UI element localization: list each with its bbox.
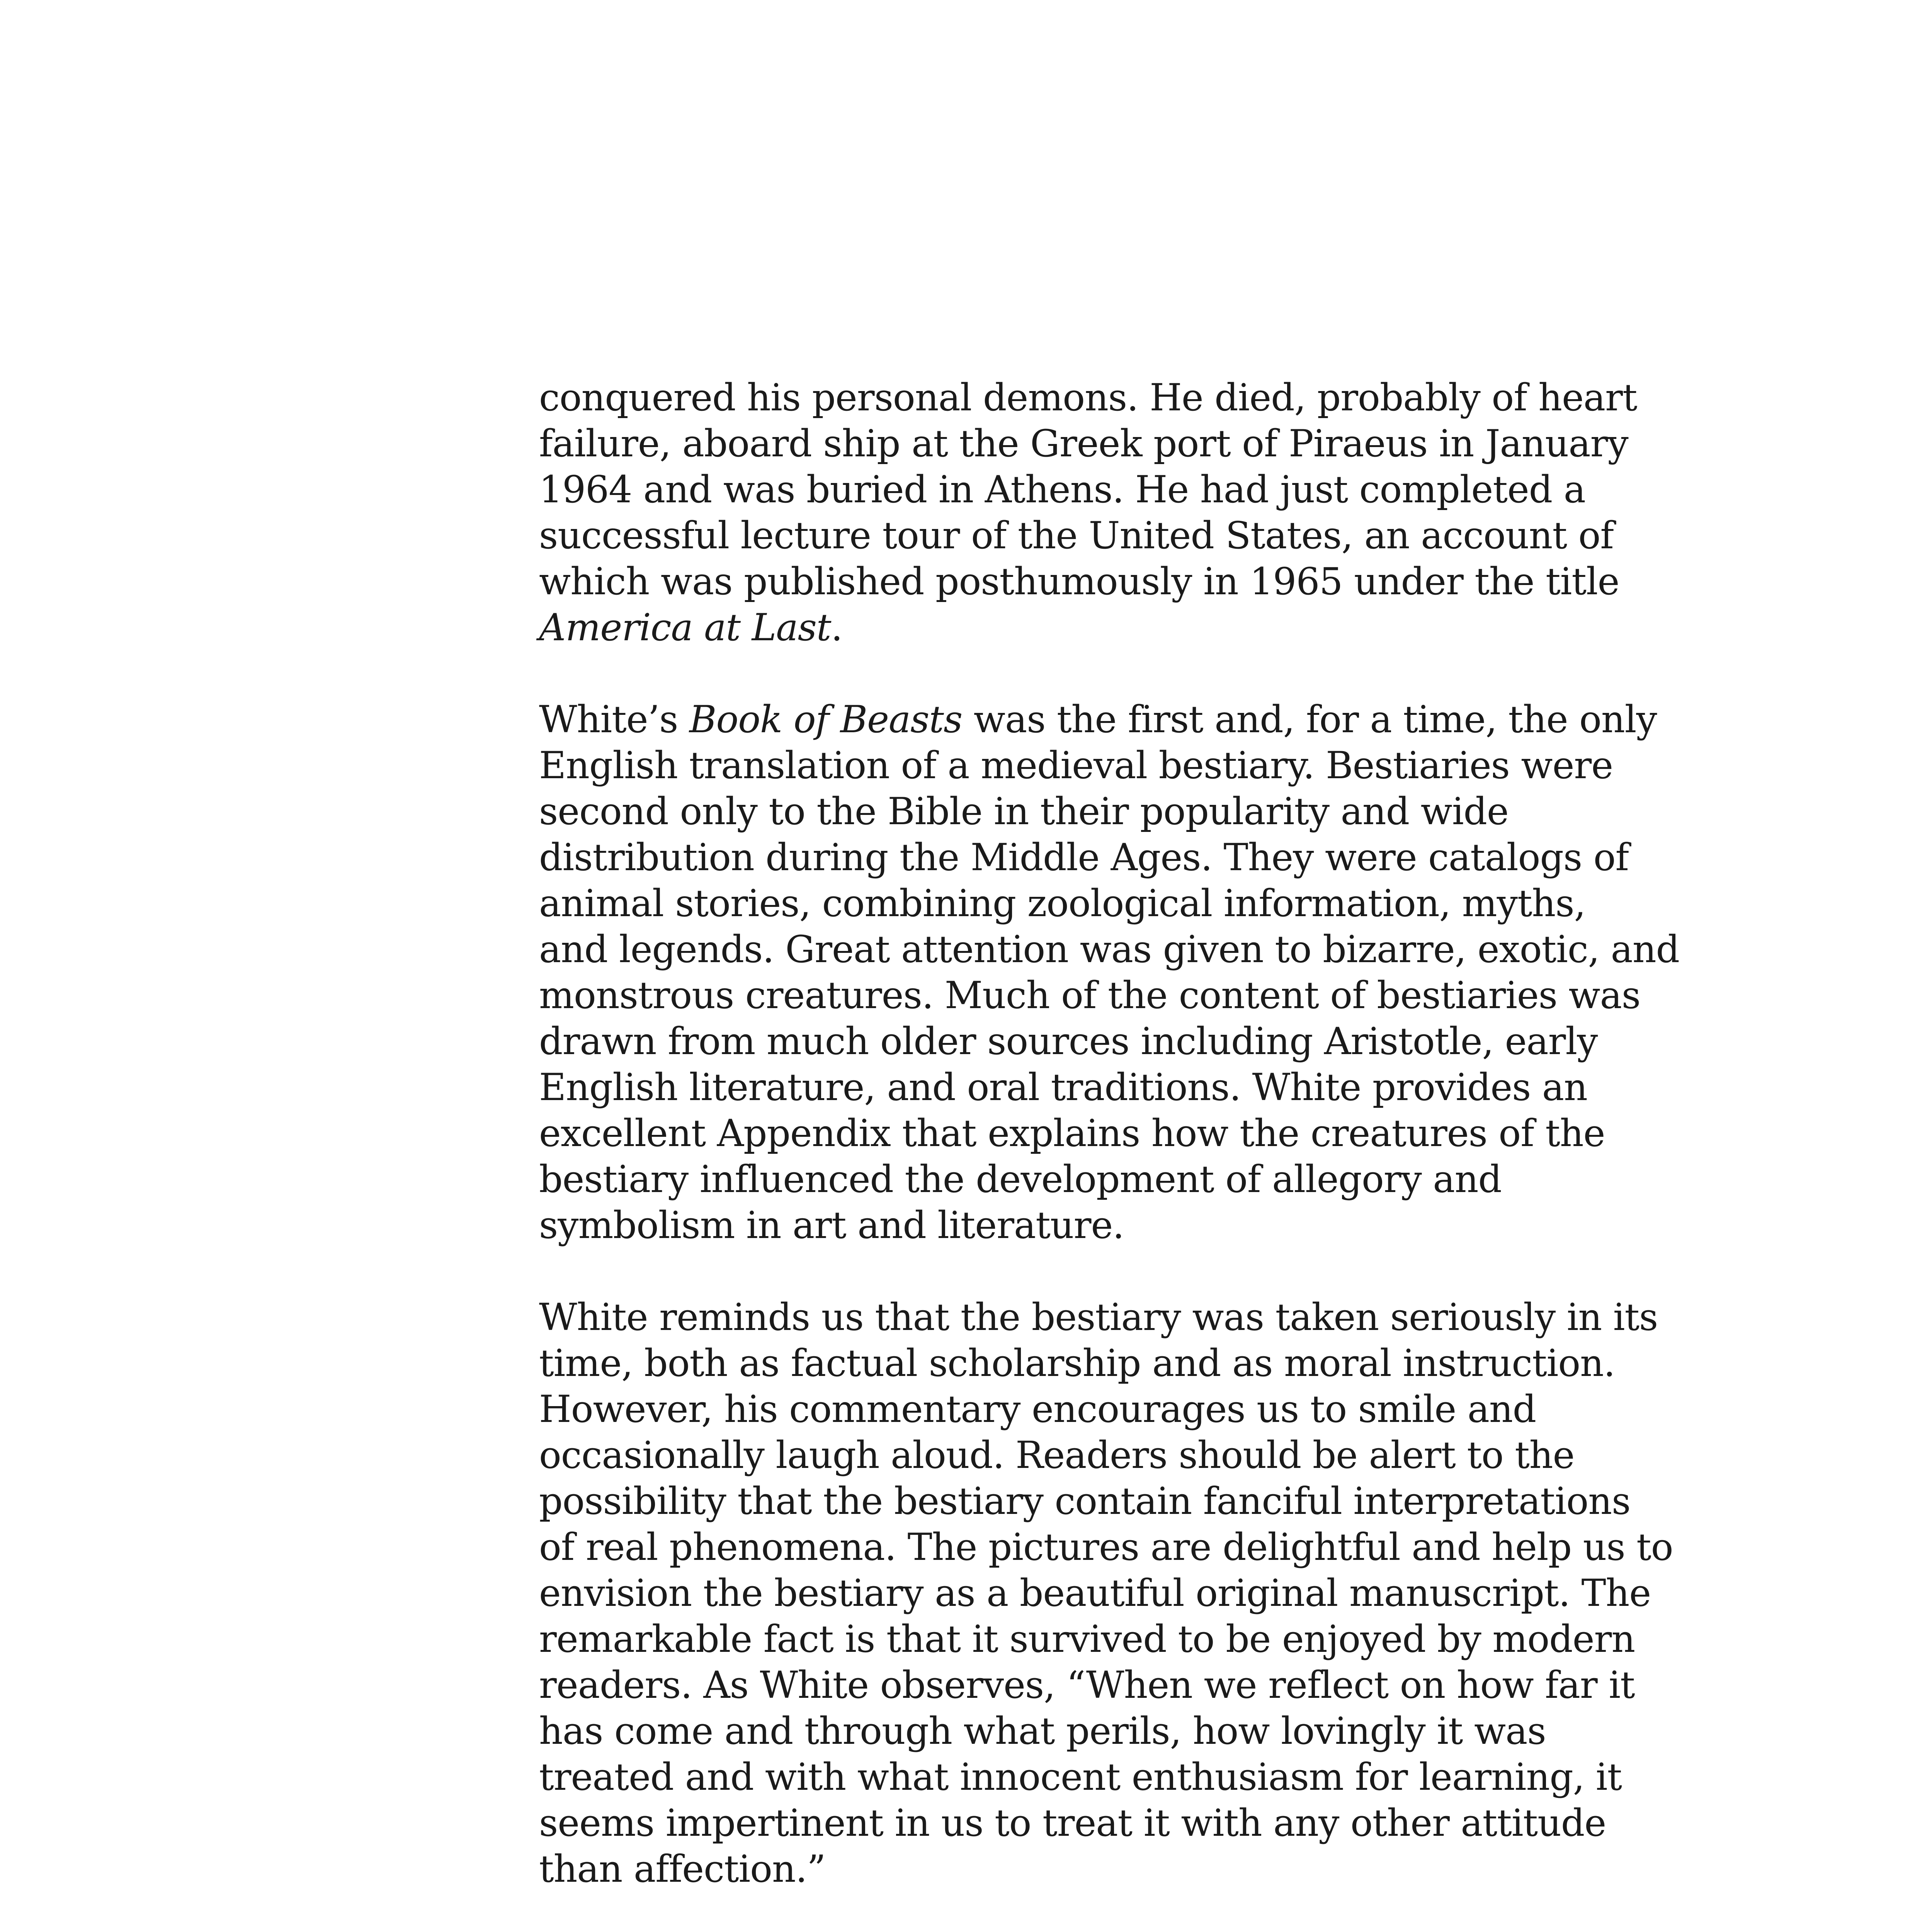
text-segment: excellent Appendix that explains how the creatures of the [539,1112,1605,1155]
text-segment: and legends. Great attention was given to bizarre, exotic, and [539,928,1680,971]
text-line [539,927,1680,973]
text-line [539,835,1629,881]
text-segment: distribution during the Middle Ages. They were catalogs of [539,836,1629,879]
paragraph-gap [539,1248,1528,1294]
text-segment: However, his commentary encourages us to smile and [539,1388,1536,1431]
text-segment: 1964 and was buried in Athens. He had just completed a [539,468,1585,511]
text-segment: . [831,606,842,649]
text-line [539,1111,1605,1156]
text-line [539,375,1637,421]
text-segment: monstrous creatures. Much of the content of bestiaries was [539,974,1641,1017]
text-line [539,1294,1658,1340]
text-segment: readers. As White observes, “When we reflect on how far it [539,1663,1635,1707]
text-segment: failure, aboard ship at the Greek port of Piraeus in January [539,422,1628,465]
text-segment: animal stories, combining zoological information, myths, [539,882,1586,925]
text-segment: has come and through what perils, how lovingly it was [539,1709,1546,1753]
text-line [539,743,1613,789]
text-segment: occasionally laugh aloud. Readers should be alert to the [539,1434,1575,1477]
text-segment: White reminds us that the bestiary was taken seriously in its [539,1296,1658,1339]
text-segment: seems impertinent in us to treat it with any other attitude [539,1801,1606,1845]
text-line [539,1754,1622,1800]
paragraph-gap [539,651,1528,697]
text-segment: second only to the Bible in their popularity and wide [539,790,1509,833]
paragraph [539,697,1680,1248]
text-segment: White’s [539,698,689,741]
text-segment: drawn from much older sources including Aristotle, early [539,1020,1598,1063]
text-line [539,1156,1528,1202]
paragraph [539,1294,1673,1892]
text-line [539,1662,1635,1708]
text-line [539,1478,1631,1524]
text-segment: successful lecture tour of the United States, an account of [539,514,1614,557]
text-line [539,789,1528,835]
text-segment: English literature, and oral traditions. White provides an [539,1066,1587,1109]
text-line [539,1570,1651,1616]
text-line [539,1524,1673,1570]
text-line [539,605,1528,651]
paragraph-gap [539,1892,1528,1932]
text-line [539,1019,1598,1065]
text-segment: possibility that the bestiary contain fanciful interpretations [539,1480,1631,1523]
text-line [539,1846,1528,1892]
text-segment: bestiary influenced the development of allegory and [539,1158,1502,1201]
text-segment: time, both as factual scholarship and as moral instruction. [539,1342,1615,1385]
text-line [539,559,1619,605]
text-line [539,881,1586,927]
text-line [539,421,1628,467]
text-line [539,973,1641,1019]
text-segment: treated and with what innocent enthusiasm for learning, it [539,1755,1622,1799]
text-line [539,1340,1615,1386]
text-line [539,1708,1546,1754]
text-segment: English translation of a medieval bestiary. Bestiaries were [539,744,1613,787]
text-segment: conquered his personal demons. He died, probably of heart [539,376,1637,419]
text-segment: which was published posthumously in 1965 under the title [539,560,1619,603]
text-line [539,1386,1536,1432]
text-segment: was the first and, for a time, the only [962,698,1657,741]
text-line [539,1202,1528,1248]
text-segment: than affection.” [539,1847,826,1891]
text-line [539,1616,1635,1662]
text-line [539,513,1614,559]
text-segment: of real phenomena. The pictures are delightful and help us to [539,1526,1673,1569]
text-line [539,1065,1587,1111]
body-text [539,375,1680,1932]
text-segment: envision the bestiary as a beautiful original manuscript. The [539,1571,1651,1615]
paragraphs [539,375,1680,1892]
text-line [539,467,1585,513]
text-segment: symbolism in art and literature. [539,1204,1124,1247]
text-line [539,1800,1606,1846]
text-line [539,1432,1575,1478]
italic-title: America at Last [539,606,831,649]
paragraph [539,375,1637,651]
text-line [539,697,1657,743]
text-segment: remarkable fact is that it survived to be enjoyed by modern [539,1617,1635,1661]
italic-title: Book of Beasts [689,698,963,741]
